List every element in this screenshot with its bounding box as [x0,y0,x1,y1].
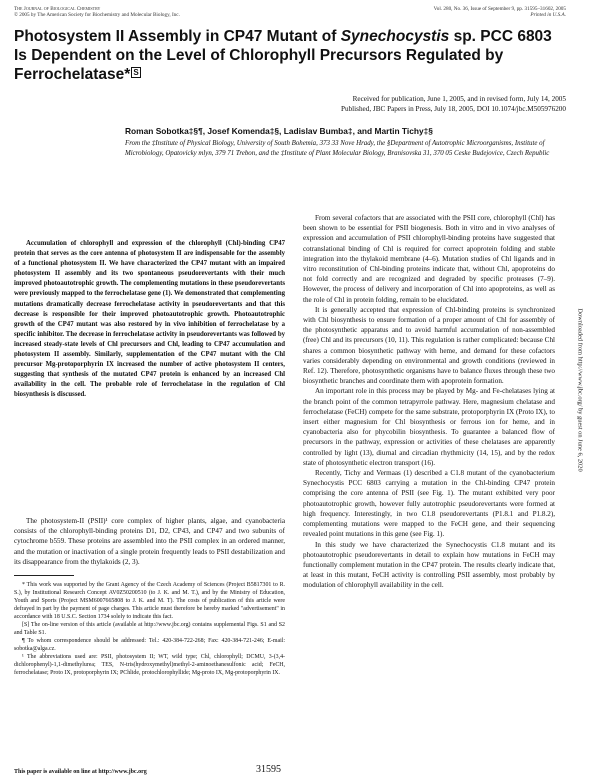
footnote-divider [14,575,74,576]
abstract: Accumulation of chlorophyll and expression of the chlorophyll (Chl)-binding CP47 protein that serves as the core antenna of photosystem II are indispensable for the assembly of a functional photosystem II. We have characterized the CP47 mutant with an impaired photosystem II assembly and its two spontaneous pseudorevertants with their much improved photoautotrophic growth. The complementing mutations in these pseudorevertants were previously mapped to the ferrochelatase gene (1). We demonstrated that complementing mutations dramatically decrease ferrochelatase activity in pseudorevertants and that this decrease is responsible for their improved photoautotrophic growth. Photoautotrophic growth of the CP47 mutant was also restored by in vivo inhibition of ferrochelatase by a specific inhibitor. The decrease in ferrochelatase activity in pseudorevertants was followed by increased steady-state levels of Chl precursors and Chl, leading to CP47 accumulation and photosystem II assembly. Similarly, supplementation of the CP47 mutant with the Chl precursor Mg-protoporphyrin IX increased the number of active photosystem II centers, suggesting that synthesis of the mutated CP47 protein is enhanced by an increased Chl availability in the cell. The probable role of ferrochelatase in the regulation of Chl biosynthesis is discussed. [14,240,285,399]
author-list: Roman Sobotka‡§¶, Josef Komenda‡§, Ladislav Bumba‡, and Martin Tichy‡§ [125,126,433,136]
intro-paragraph: The photosystem-II (PSII)¹ core complex of higher plants, algae, and cyanobacteria consists of the chlorophyll-binding proteins D1, D2, CP43, and CP47 and two subunits of cytochrome b559. These proteins are assembled into the PSII complex in an ordered manner, and the mutation or inactivation of a single protein frequently leads to PSII destabilization and its disappearance from the thylakoids (2, 3). [14,517,285,566]
article-title [14,27,554,84]
body-paragraph: Recently, Tichy and Vermaas (1) described a C1.8 mutant of the cyanobacterium Synechocystis PCC 6803 carrying a mutation in the Chl-binding CP47 protein comprising the core antenna of PSII (see Fig. 1). The mutant exhibited very poor photoautotrophic growth, however fully autotrophic pseudorevertants were formed at high frequency. Interestingly, in two C1.8 pseudorevertants (P1.8.1 and P1.8.2), complementing mutations were mapped to the FeCH gene, and their sequencing revealed point mutations in this gene (see Fig. 1). [303,469,555,539]
body-paragraph: In this study we have characterized the Synechocystis C1.8 mutant and its photoautotrophic pseudorevertants in detail to explain how mutations in FeCH may functionally complement mutation in the CP47 protein. The results clearly indicate that, at least in this mutant, FeCH activity is controlling PSII assembly, most probably by modulation of chlorophyll availability in the cell. [303,540,555,590]
download-note-text[interactable]: Downloaded from http://www.jbc.org/ by guest on June 6, 2020 [576,308,584,472]
title-species: Synechocystis [340,28,450,45]
footnote-abbreviations: ¹ The abbreviations used are: PSII, photosystem II; WT, wild type; Chl, chlorophyll; DCMU, 3-(3,4-dichlorophenyl)-1,1-dimethylurea; TES, N-tris(hydroxymethyl)methyl-2-aminoethanesulfonic acid; FeCH, ferrochelatase; Proto IX, protoporphyrin IX; PChlide, protochlorophyllide; Mg-proto IX, Mg-protoporphyrin IX. [14,654,285,676]
online-availability-note: This paper is available on line at http://www.jbc.org [14,769,147,775]
body-paragraph: From several cofactors that are associated with the PSII core, chlorophyll (Chl) has been shown to be essential for PSII biogenesis. Both in vitro and in vivo analyses of expression and accumulation of PSII chlorophyll-binding proteins have suggested that cotranslational binding of Chl is required for correct apoprotein folding and stable integration into the thylakoid membrane (4–6). Mutation studies of Chl ligands and in vitro reconstitution of Chl-binding proteins indicate that, without Chl, apoproteins do not fold correctly and are recognized and degraded by specific proteases (7–9). However, the process of delivery and incorporation of Chl into apoproteins, as well as the role of Chl in protein folding, remain to be elucidated. [303,214,555,304]
affiliations: From the ‡Institute of Physical Biology, University of South Bohemia, 373 33 Nove Hrady, the §Department of Autotrophic Microorganisms, Institute of Microbiology, Opatovicky mlyn, 379 71 Trebon, and the ‡Institute of Plant Molecular Biology, Branisovska 31, 370 05 Ceske Budejovice, Czech Republic [125,140,550,158]
supplemental-material-icon: S [133,68,139,77]
right-column [303,213,555,591]
volume-line: Vol. 280, No. 36, Issue of September 9, pp. 31595–31602, 2005 [433,6,566,12]
body-paragraph: It is generally accepted that expression of Chl-binding proteins is synchronized with Chl biosynthesis to ensure formation of a proper amount of Chl for assembly of the photosynthetic apparatus and to avoid harmful accumulation of non-assembled (free) Chl and its precursors (10, 11). This regulation is rather complicated: because Chl shares a common biosynthetic pathway with heme, and demand for these cofactors varies considerably depending on environmental and growth conditions (reviewed in Ref. 12). Therefore, photosynthetic organisms have to balance fluxes through these two biosynthetic branches and coordinate them with apoprotein formation. [303,305,555,386]
published-line: Published, JBC Papers in Press, July 18, 2005, DOI 10.1074/jbc.M505976200 [340,104,566,113]
footnote-funding: * This work was supported by the Grant Agency of the Czech Academy of Sciences (Project B5817301 to R. S.), by Institutional Research Concept AV0Z50200510 (to J. K. and M. T.), and by the Ministry of Education, Youth and Sports (Project MSM6007665808 to J. K. and M. T). The costs of publication of this article were defrayed in part by the payment of page charges. This article must therefore be hereby marked "advertisement" in accordance with 18 U.S.C. Section 1734 solely to indicate this fact. [14,582,285,620]
copyright-line: © 2005 by The American Society for Biochemistry and Molecular Biology, Inc. [14,12,180,19]
printed-line: Printed in U.S.A. [530,12,566,19]
body-paragraph: An important role in this process may be played by Mg- and Fe-chelatases lying at the branch point of the common tetrapyrrole pathway. Here, magnesium chelatase and ferrochelatase (FeCH) compete for the same substrate, protoporphyrin IX (Proto IX), to insert either magnesium for Chl biosynthesis or ferrous ion for heme, and in cyanobacteria also for phycobilin biosynthesis. To guarantee a balanced flow of precursors in the pathway, expression or activities of these chelatases are apparently controlled by light (13), diurnal and circadian rhythmicity (14, 15), and by the redox state of photosynthetic electron transport (16). [303,387,555,467]
title-part-2: sp. PCC 6803 Is Dependent on the Level of Chlorophyll Precursors Regulated by Ferrochelatase* [14,28,552,83]
running-header-right [434,6,566,19]
journal-name: The Journal of Biological Chemistry [14,6,101,12]
footnote-supplemental: [S] The on-line version of this article (available at http://www.jbc.org) contains supplemental Figs. S1 and S2 and Table S1. [14,622,285,636]
footnotes [14,581,285,677]
title-part-1: Photosystem II Assembly in CP47 Mutant of [14,28,341,45]
received-line: Received for publication, June 1, 2005, and in revised form, July 14, 2005 [352,95,566,103]
footnote-correspondence: ¶ To whom correspondence should be addressed: Tel.: 420-384-722-268; Fax: 420-384-721-246; E-mail: sobotka@alga.cz. [14,638,285,652]
page-number: 31595 [256,764,281,775]
publication-history [206,95,566,114]
running-header-left [14,6,180,19]
